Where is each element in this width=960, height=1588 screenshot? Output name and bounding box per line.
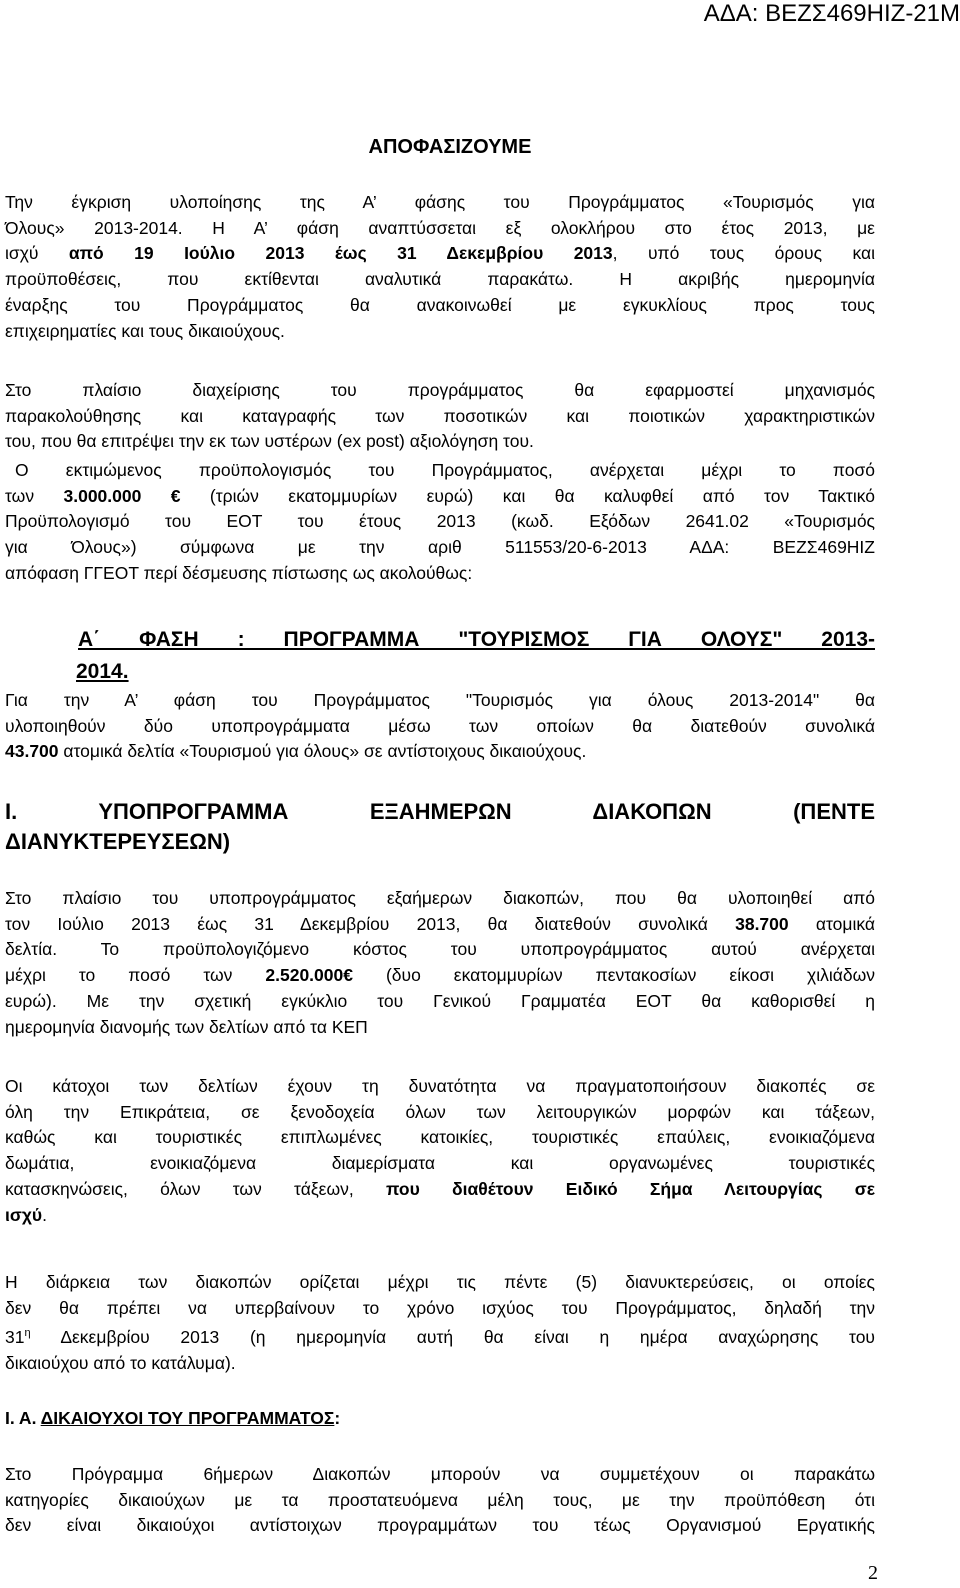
beneficiaries-heading: Ι. Α. ΔΙΚΑΙΟΥΧΟΙ ΤΟΥ ΠΡΟΓΡΑΜΜΑΤΟΣ: xyxy=(5,1408,341,1428)
text-line: τον Ιούλιο 2013 έως 31 Δεκεμβρίου 2013, θα διατεθούν συνολικά 38.700 ατομικά xyxy=(5,913,875,934)
text-line: Όλους» 2013-2014. Η Α’ φάση αναπτύσσεται εξ ολοκλήρου στο έτος 2013, με xyxy=(5,217,875,238)
subprogram-coupons: 38.700 xyxy=(735,913,789,934)
text-line: παρακολούθησης και καταγραφής των ποσοτικών και ποιοτικών χαρακτηριστικών xyxy=(5,405,875,426)
paragraph-phase-description xyxy=(5,688,875,765)
text-line: Οι κάτοχοι των δελτίων έχουν τη δυνατότητα να πραγματοποιήσουν διακοπές σε xyxy=(5,1076,875,1096)
text-line: μέχρι το ποσό των 2.520.000€ (δυο εκατομμυρίων πεντακοσίων είκοσι χιλιάδων xyxy=(5,965,875,986)
license-requirement: που διαθέτουν Ειδικό Σήμα Λειτουργίας σε xyxy=(385,1178,875,1199)
text-line: ισχύ. xyxy=(5,1204,47,1225)
text-line: δεν θα πρέπει να υπερβαίνουν το χρόνο ισχύος του Προγράμματος, δηλαδή την xyxy=(5,1297,875,1318)
text-line: κατασκηνώσεις, όλων των τάξεων, που διαθέτουν Ειδικό Σήμα Λειτουργίας σε xyxy=(5,1178,875,1199)
text-line: απόφαση ΓΓΕΟΤ περί δέσμευσης πίστωσης ως ακολούθως: xyxy=(5,562,473,583)
text-line: δεν είναι δικαιούχοι αντίστοιχων προγραμμάτων του τέως Οργανισμού Εργατικής xyxy=(5,1515,875,1536)
text-line: δωμάτια, ενοικιαζόμενα διαμερίσματα και οργανωμένες τουριστικές xyxy=(5,1153,875,1174)
section-heading-six-day xyxy=(5,797,875,857)
text-line: καθώς και τουριστικές επιπλωμένες κατοικίες, τουριστικές επαύλεις, ενοικιαζόμενα xyxy=(5,1127,875,1148)
paragraph-approval xyxy=(5,190,875,344)
text-line: Ο εκτιμώμενος προϋπολογισμός του Προγράμματος, ανέρχεται μέχρι το ποσό xyxy=(15,460,875,480)
text-line: ευρώ). Με την σχετική εγκύκλιο του Γενικού Γραμματέα ΕΟΤ θα καθορισθεί η xyxy=(5,990,875,1011)
text-line: κατηγορίες δικαιούχων με τα προστατευόμενα μέλη τους, με την προϋπόθεση ότι xyxy=(5,1489,875,1510)
decision-title: ΑΠΟΦΑΣΙΖΟΥΜΕ xyxy=(368,136,532,158)
text-line: Στο πλαίσιο του υποπρογράμματος εξαήμερων διακοπών, που θα υλοποιηθεί από xyxy=(5,888,875,908)
paragraph-beneficiaries xyxy=(5,1462,875,1539)
text-line: ημερομηνία διανομής των δελτίων από τα ΚΕΠ xyxy=(5,1016,368,1037)
text-line: $31^\eta$ Δεκεμβρίου 2013 (η ημερομηνία αυτή θα είναι η ημέρα αναχώρησης του xyxy=(5,1327,875,1348)
text-line: δελτία. Το προϋπολογιζόμενο κόστος του υποπρογράμματος αυτού ανέρχεται xyxy=(5,939,875,960)
text-line: Για την Α’ φάση του Προγράμματος "Τουρισμός για όλους 2013-2014" θα xyxy=(5,690,875,710)
paragraph-accommodation xyxy=(5,1074,875,1228)
coupon-total: 43.700 xyxy=(5,741,59,762)
phase-heading xyxy=(78,624,875,688)
text-line: επιχειρηματίες και τους δικαιούχους. xyxy=(5,320,285,341)
text-line: 43.700 ατομικά δελτία «Τουρισμού για όλους» σε αντίστοιχους δικαιούχους. xyxy=(5,741,587,762)
text-line: ισχύ από 19 Ιούλιο 2013 έως 31 Δεκεμβρίου 2013, υπό τους όρους και xyxy=(5,243,875,264)
page-number: 2 xyxy=(868,1562,878,1584)
heading-line: Ι. ΥΠΟΠΡΟΓΡΑΜΜΑ ΕΞΑΗΜΕΡΩΝ ΔΙΑΚΟΠΩΝ (ΠΕΝΤΕ xyxy=(5,799,875,824)
heading-line: Α΄ ΦΑΣΗ : ΠΡΟΓΡΑΜΜΑ "ΤΟΥΡΙΣΜΟΣ ΓΙΑ ΟΛΟΥΣ" 2013- xyxy=(78,628,875,651)
ada-header: ΑΔΑ: ΒΕΖΣ469ΗΙΖ-21Μ xyxy=(703,0,960,27)
paragraph-budget xyxy=(5,458,875,587)
text-line: Προϋπολογισμό του ΕΟΤ του έτους 2013 (κωδ. Εξόδων 2641.02 «Τουρισμός xyxy=(5,511,875,532)
heading-line: 2014. xyxy=(76,660,129,683)
text-line: έναρξης του Προγράμματος θα ανακοινωθεί με εγκυκλίους προς τους xyxy=(5,294,875,315)
text-line: του, που θα επιτρέψει την εκ των υστέρων (ex post) αξιολόγηση του. xyxy=(5,431,534,452)
text-line: δικαιούχου από το κατάλυμα). xyxy=(5,1352,236,1373)
paragraph-subprogram xyxy=(5,886,875,1040)
text-line: των 3.000.000 € (τριών εκατομμυρίων ευρώ) και θα καλυφθεί από τον Τακτικό xyxy=(5,485,876,506)
text-line: προϋποθέσεις, που εκτίθενται αναλυτικά παρακάτω. Η ακριβής ημερομηνία xyxy=(5,269,875,290)
text-line: υλοποιηθούν δύο υποπρογράμματα μέσω των οποίων θα διατεθούν συνολικά xyxy=(5,715,875,736)
text-line: Την έγκριση υλοποίησης της Α’ φάσης του Προγράμματος «Τουρισμός για xyxy=(5,192,875,212)
text-line: Στο Πρόγραμμα 6ήμερων Διακοπών μπορούν να συμμετέχουν οι παρακάτω xyxy=(5,1464,875,1484)
text-line: Η διάρκεια των διακοπών ορίζεται μέχρι τις πέντε (5) διανυκτερεύσεις, οι οποίες xyxy=(5,1272,875,1292)
text-line: Στο πλαίσιο διαχείρισης του προγράμματος θα εφαρμοστεί μηχανισμός xyxy=(5,380,875,400)
text-line: όλη την Επικράτεια, σε ξενοδοχεία όλων των λειτουργικών μορφών και τάξεων, xyxy=(5,1101,875,1122)
paragraph-monitoring xyxy=(5,378,875,455)
subprogram-budget: 2.520.000€ xyxy=(265,965,353,986)
paragraph-duration xyxy=(5,1270,875,1377)
text-line: για Όλους») σύμφωνα με την αριθ 511553/20-6-2013 ΑΔΑ: ΒΕΖΣ469ΗΙΖ xyxy=(5,537,875,558)
budget-amount: 3.000.000 € xyxy=(63,485,181,506)
heading-line: ΔΙΑΝΥΚΤΕΡΕΥΣΕΩΝ) xyxy=(5,829,231,854)
validity-period: από 19 Ιούλιο 2013 έως 31 Δεκεμβρίου 2013 xyxy=(68,243,613,264)
